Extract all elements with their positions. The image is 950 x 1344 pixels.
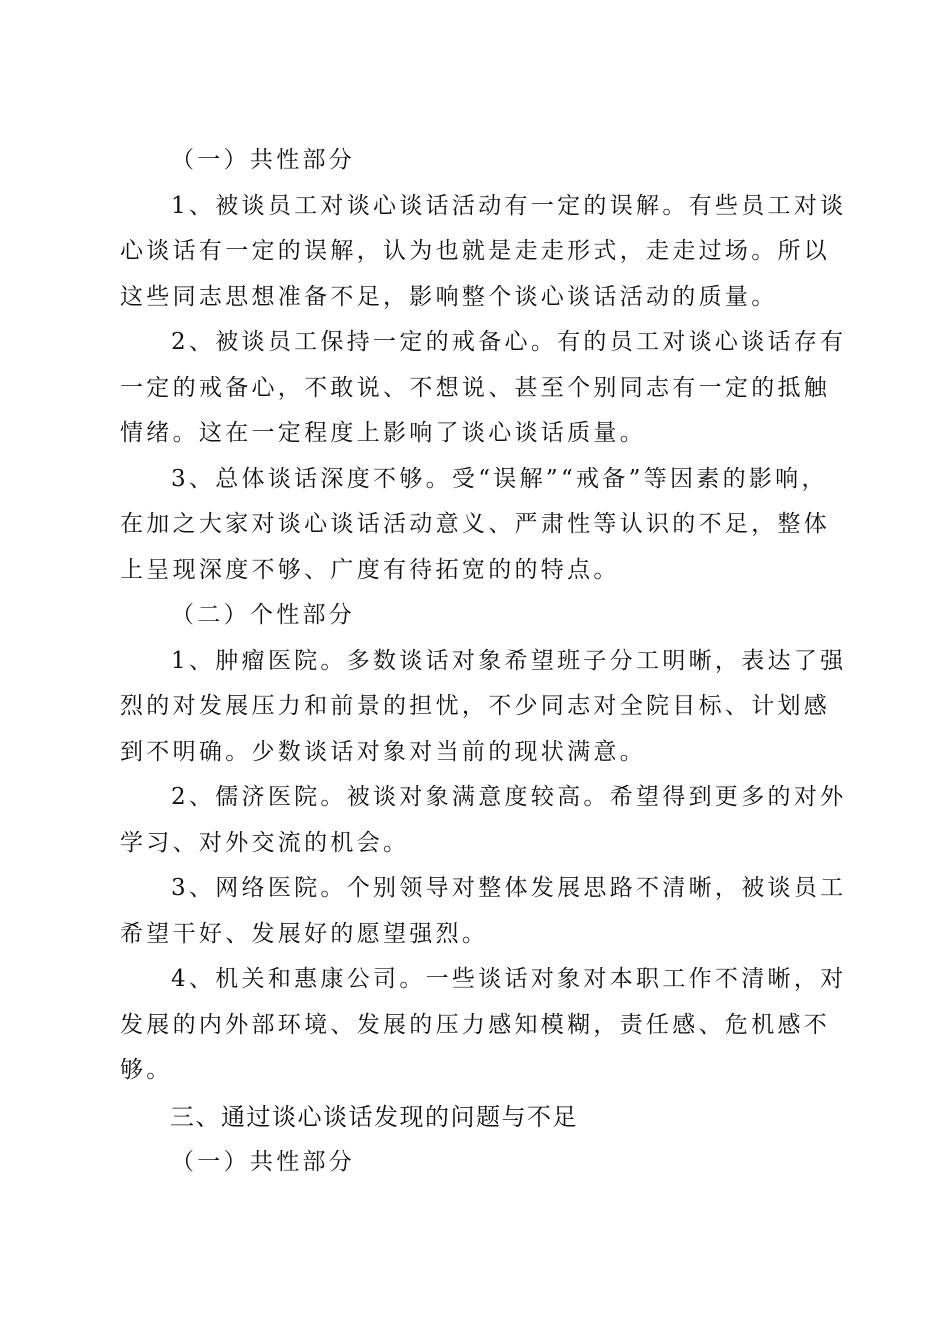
paragraph-individual-4 bbox=[120, 957, 847, 1094]
text-line: 3、总体谈话深度不够。受“误解”“戒备”等因素的影响， bbox=[171, 465, 828, 492]
text-line: 希望干好、发展好的愿望强烈。 bbox=[120, 920, 489, 947]
subheading-common-part-2: （一）共性部分 bbox=[171, 1148, 356, 1175]
text-line: 2、被谈员工保持一定的戒备心。有的员工对谈心谈话存有 bbox=[171, 329, 847, 355]
text-line: 3、网络医院。个别领导对整体发展思路不清晰，被谈员工 bbox=[171, 875, 847, 901]
text-line: 在加之大家对谈心谈话活动意义、严肃性等认识的不足，整体 bbox=[120, 511, 831, 537]
text-line: 上呈现深度不够、广度有待拓宽的的特点。 bbox=[120, 556, 620, 583]
text-line: 这些同志思想准备不足，影响整个谈心谈话活动的质量。 bbox=[120, 283, 778, 310]
paragraph-individual-2 bbox=[120, 775, 847, 866]
text-line: 学习、对外交流的机会。 bbox=[120, 829, 410, 856]
text-line: 1、被谈员工对谈心谈话活动有一定的误解。有些员工对谈 bbox=[171, 192, 847, 219]
text-line: 4、机关和惠康公司。一些谈话对象对本职工作不清晰，对 bbox=[171, 966, 847, 992]
subheading-individual-part: （二）个性部分 bbox=[171, 602, 356, 628]
paragraph-common-3 bbox=[120, 457, 830, 594]
text-line: 1、肿瘤医院。多数谈话对象希望班子分工明晰，表达了强 bbox=[171, 647, 847, 674]
text-line: 一定的戒备心，不敢说、不想说、甚至个别同志有一定的抵触 bbox=[120, 374, 831, 401]
paragraph-common-2 bbox=[120, 320, 847, 457]
text-line: 发展的内外部环境、发展的压力感知模糊，责任感、危机感不 bbox=[120, 1011, 831, 1038]
text-line: 情绪。这在一定程度上影响了谈心谈话质量。 bbox=[120, 420, 646, 446]
subheading-common-part: （一）共性部分 bbox=[171, 147, 356, 173]
paragraph-individual-3 bbox=[120, 866, 847, 957]
text-line: 2、儒济医院。被谈对象满意度较高。希望得到更多的对外 bbox=[171, 784, 847, 810]
text-line: 够。 bbox=[120, 1057, 173, 1083]
text-line: 到不明确。少数谈话对象对当前的现状满意。 bbox=[120, 738, 646, 765]
paragraph-common-1 bbox=[120, 184, 847, 321]
section-heading-problems: 三、通过谈心谈话发现的问题与不足 bbox=[170, 1102, 578, 1131]
text-line: 心谈话有一定的误解，认为也就是走走形式，走走过场。所以 bbox=[120, 238, 831, 264]
text-line: 烈的对发展压力和前景的担忧，不少同志对全院目标、计划感 bbox=[120, 693, 831, 719]
paragraph-individual-1 bbox=[120, 639, 847, 776]
document-body bbox=[120, 138, 847, 1185]
